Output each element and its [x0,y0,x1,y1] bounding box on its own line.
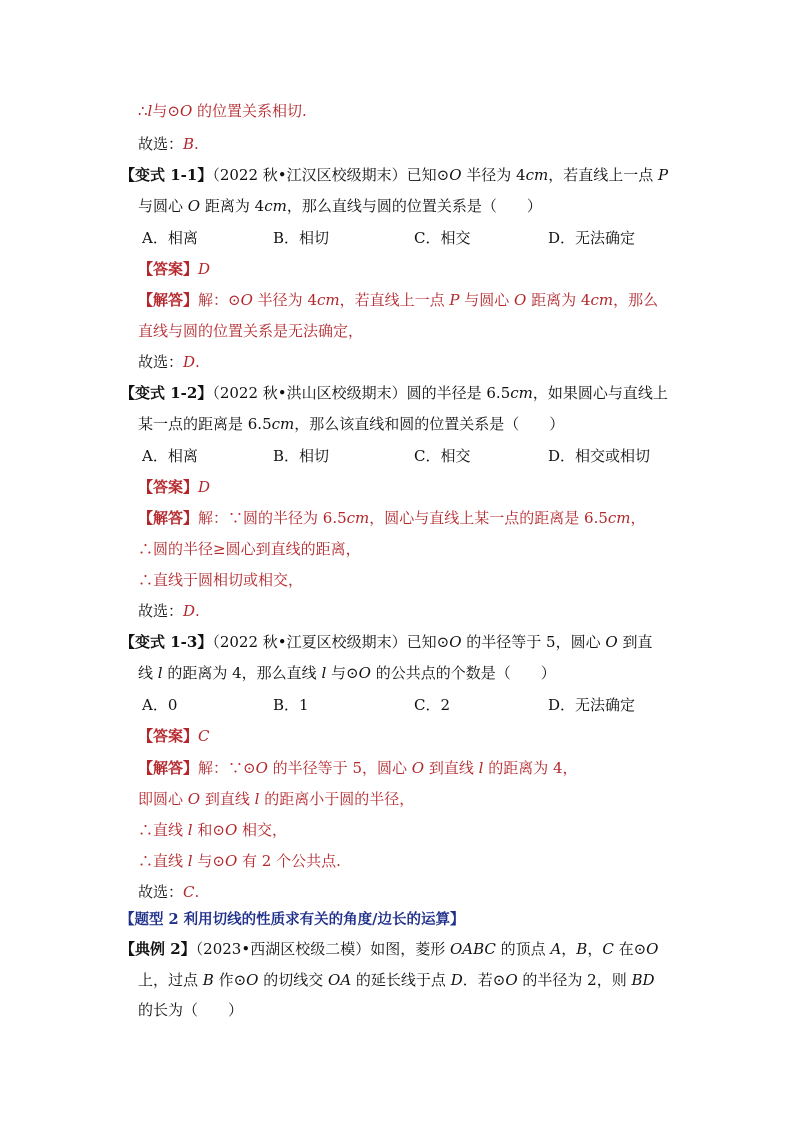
solution-line-1: 【解答】解：∵⊙O 的半径等于 5，圆心 O 到直线 l 的距离为 4， [138,759,578,777]
solution-line-1: 【解答】解：⊙O 半径为 4cm，若直线上一点 P 与圆心 O 距离为 4cm，那么 [138,291,659,309]
question-1-1-line-2: 与圆心 O 距离为 4cm，那么直线与圆的位置关系是（ ） [138,197,542,215]
solution-line-3: ∴直线于圆相切或相交， [138,571,304,589]
answer-line: 【答案】D [138,478,211,496]
option-c: C．2 [414,696,451,714]
solution-line-2: 即圆心 O 到直线 l 的距离小于圆的半径， [138,790,415,808]
question-1-3-line-2: 线 l 的距离为 4，那么直线 l 与⊙O 的公共点的个数是（ ） [138,664,556,682]
solution-line-3: ∴直线 l 和⊙O 相交， [138,821,288,839]
topic-heading: 【题型 2 利用切线的性质求有关的角度/边长的运算】 [120,911,465,928]
choose-line: 故选：B. [138,135,199,153]
option-b: B．1 [273,696,309,714]
choose-line: 故选：C. [138,883,200,901]
solution-line-4: ∴直线 l 与⊙O 有 2 个公共点. [138,852,341,870]
solution-line-1: 【解答】解：∵圆的半径为 6.5cm，圆心与直线上某一点的距离是 6.5cm， [138,509,646,527]
option-a: A．相离 [142,447,198,465]
option-b: B．相切 [273,447,330,465]
answer-line: 【答案】C [138,727,210,745]
option-a: A．0 [142,696,178,714]
question-1-2-line-1: 【变式 1-2】（2022 秋•洪山区校级期末）圆的半径是 6.5cm，如果圆心与直线上 [120,384,668,402]
option-d: D．相交或相切 [548,447,651,465]
solution-line-2: ∴圆的半径≥圆心到直线的距离， [138,540,361,558]
option-b: B．相切 [273,229,330,247]
option-c: C．相交 [414,447,471,465]
answer-line: 【答案】D [138,260,211,278]
option-d: D．无法确定 [548,696,636,714]
choose-line: 故选：D. [138,602,200,620]
solution-conclusion-line: ∴l与⊙O 的位置关系相切. [138,102,307,120]
option-d: D．无法确定 [548,229,636,247]
question-1-1-line-1: 【变式 1-1】（2022 秋•江汉区校级期末）已知⊙O 半径为 4cm，若直线上一点 P [120,166,669,184]
option-a: A．相离 [142,229,198,247]
question-1-2-line-2: 某一点的距离是 6.5cm，那么该直线和圆的位置关系是（ ） [138,415,565,433]
example-2-line-1: 【典例 2】（2023•西湖区校级二模）如图，菱形 OABC 的顶点 A，B，C 在⊙O [120,940,659,958]
example-2-line-3: 的长为（ ） [138,1001,244,1019]
solution-line-2: 直线与圆的位置关系是无法确定， [138,322,364,340]
option-c: C．相交 [414,229,471,247]
choose-line: 故选：D. [138,353,200,371]
example-2-line-2: 上，过点 B 作⊙O 的切线交 OA 的延长线于点 D．若⊙O 的半径为 2，则 BD [138,971,655,989]
question-1-3-line-1: 【变式 1-3】（2022 秋•江夏区校级期末）已知⊙O 的半径等于 5，圆心 O 到直 [120,633,653,651]
